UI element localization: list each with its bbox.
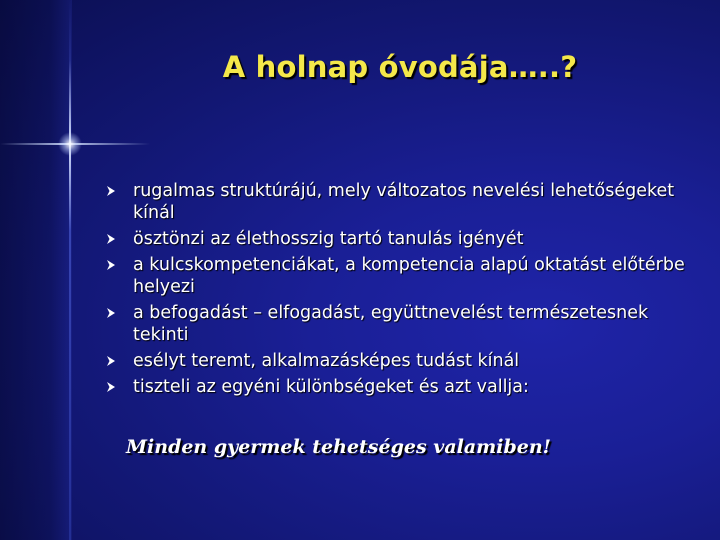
bullet-text: tiszteli az egyéni különbségeket és azt vallja: [133,377,529,397]
slide-tagline: Minden gyermek tehetséges valamiben! [126,436,552,458]
bullet-item [100,302,690,346]
bullet-text: esélyt teremt, alkalmazásképes tudást kínál [133,351,520,371]
bullet-text: rugalmas struktúrájú, mely változatos nevelési lehetőségeket kínál [133,181,675,223]
bullet-list [100,180,690,402]
slide-title: A holnap óvodája…..? [222,50,578,84]
bullet-item [100,254,690,298]
arrowhead-bullet-icon [106,382,116,392]
arrowhead-bullet-icon [106,234,116,244]
left-band-decoration [0,0,72,540]
sparkle-star-icon [58,132,82,156]
bullet-item [100,376,690,398]
bullet-item [100,350,690,372]
arrowhead-bullet-icon [106,186,116,196]
bullet-item [100,228,690,250]
bullet-text: ösztönzi az élethosszig tartó tanulás igényét [133,229,524,249]
bullet-item [100,180,690,224]
arrowhead-bullet-icon [106,260,116,270]
bullet-text: a befogadást – elfogadást, együttnevelést természetesnek tekinti [133,303,649,345]
bullet-text: a kulcskompetenciákat, a kompetencia alapú oktatást előtérbe helyezi [133,255,685,297]
arrowhead-bullet-icon [106,356,116,366]
arrowhead-bullet-icon [106,308,116,318]
